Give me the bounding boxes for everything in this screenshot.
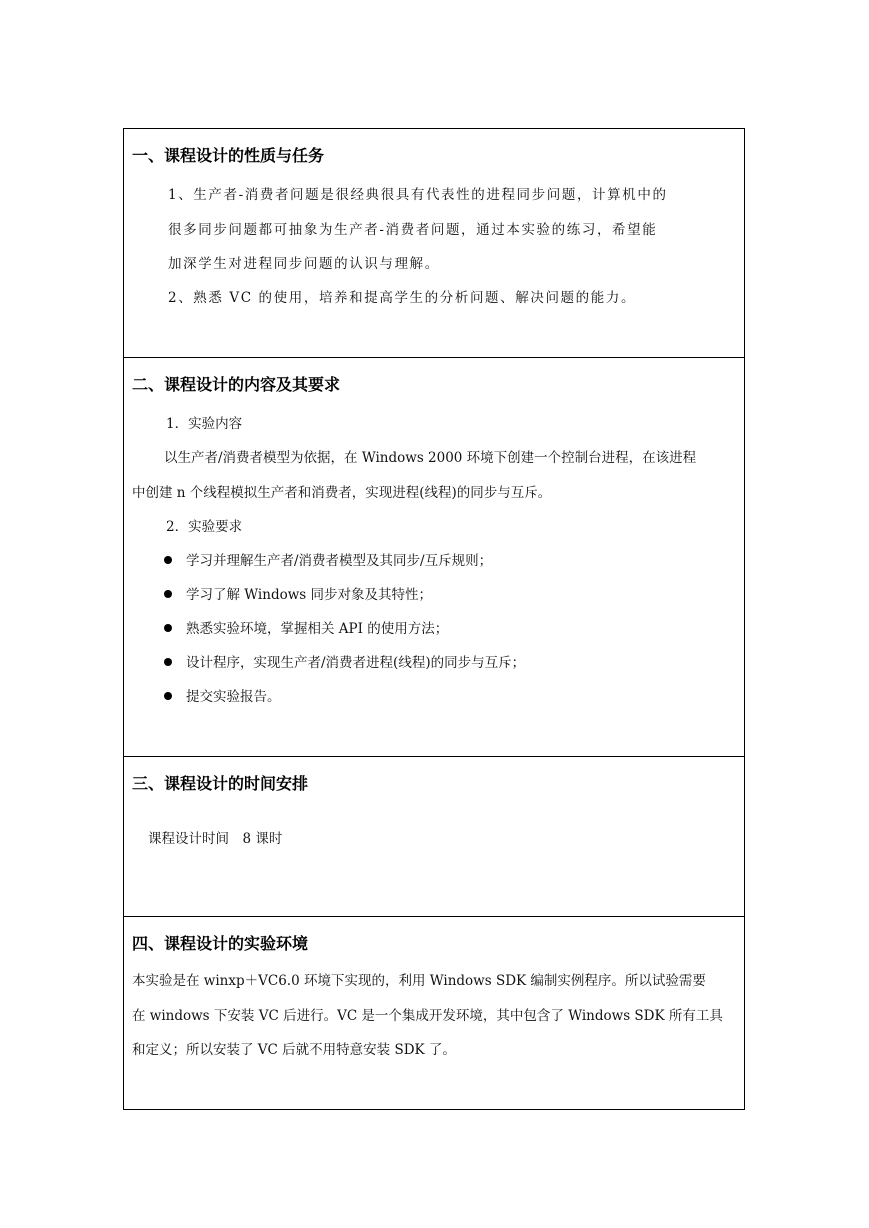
paragraph-line: 很多同步问题都可抽象为生产者-消费者问题，通过本实验的练习，希望能 <box>168 222 658 238</box>
bullet-icon <box>164 692 172 700</box>
section-heading: 二、课程设计的内容及其要求 <box>132 375 341 394</box>
section-content-and-requirements <box>124 358 744 757</box>
section-heading: 三、课程设计的时间安排 <box>132 774 309 793</box>
course-design-table <box>123 128 745 1110</box>
bullet-icon <box>164 556 172 564</box>
list-item: 提交实验报告。 <box>164 685 281 705</box>
section-nature-and-tasks <box>124 129 744 358</box>
time-text: 课程设计时间 8 课时 <box>148 831 283 847</box>
subheading-requirements: 2．实验要求 <box>166 519 243 535</box>
paragraph-line: 2、熟悉 VC 的使用，培养和提高学生的分析问题、解决问题的能力。 <box>168 290 637 306</box>
paragraph-line: 1、生产者-消费者问题是很经典很具有代表性的进程同步问题，计算机中的 <box>168 187 668 203</box>
list-item: 设计程序，实现生产者/消费者进程(线程)的同步与互斥； <box>164 651 525 671</box>
section-heading: 四、课程设计的实验环境 <box>132 934 309 953</box>
bullet-icon <box>164 658 172 666</box>
paragraph-line: 本实验是在 winxp＋VC6.0 环境下实现的，利用 Windows SDK 编制实例程序。所以试验需要 <box>132 973 706 989</box>
subheading-content: 1．实验内容 <box>166 416 243 432</box>
paragraph-line: 以生产者/消费者模型为依据，在 Windows 2000 环境下创建一个控制台进程，在该进程 <box>164 450 697 466</box>
bullet-icon <box>164 590 172 598</box>
section-heading: 一、课程设计的性质与任务 <box>132 146 325 165</box>
paragraph-line: 加深学生对进程同步问题的认识与理解。 <box>168 256 440 272</box>
bullet-icon <box>164 624 172 632</box>
section-time-schedule <box>124 757 744 917</box>
section-experiment-environment <box>124 917 744 1109</box>
list-item: 学习并理解生产者/消费者模型及其同步/互斥规则； <box>164 549 492 569</box>
paragraph-line: 在 windows 下安装 VC 后进行。VC 是一个集成开发环境，其中包含了 Windows SDK 所有工具 <box>132 1008 723 1024</box>
paragraph-line: 中创建 n 个线程模拟生产者和消费者，实现进程(线程)的同步与互斥。 <box>132 485 552 501</box>
list-item: 熟悉实验环境，掌握相关 API 的使用方法； <box>164 617 448 637</box>
paragraph-line: 和定义；所以安装了 VC 后就不用特意安装 SDK 了。 <box>132 1042 456 1058</box>
list-item: 学习了解 Windows 同步对象及其特性； <box>164 583 432 603</box>
